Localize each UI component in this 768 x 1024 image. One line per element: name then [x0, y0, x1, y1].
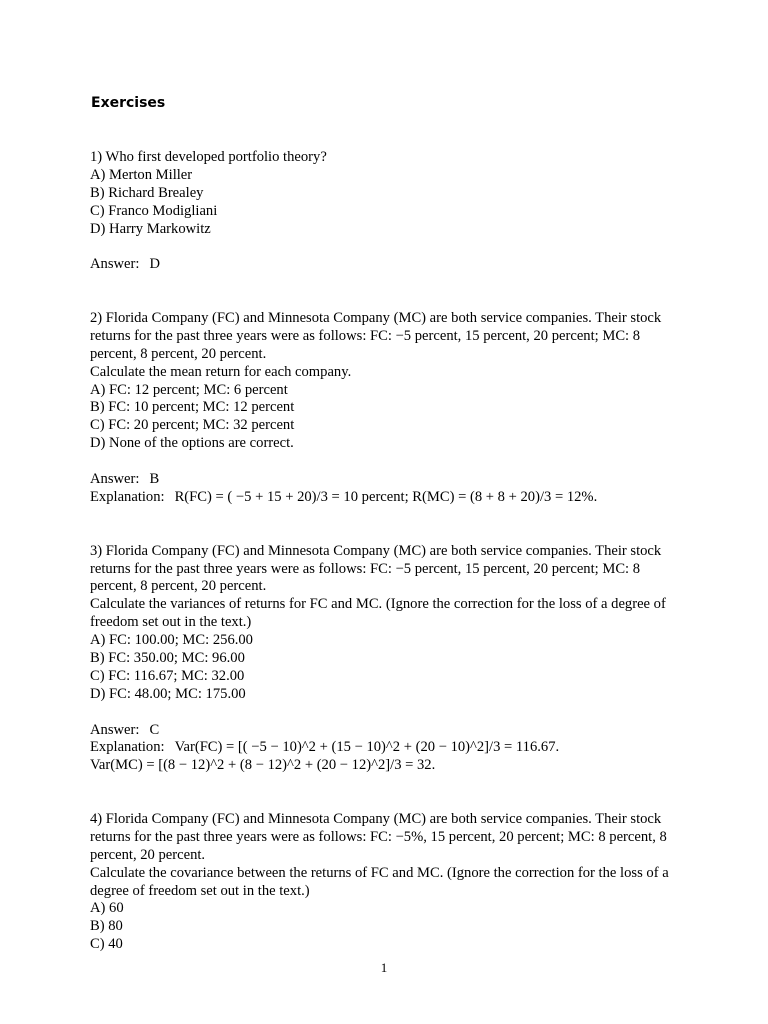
answer-line — [90, 471, 690, 489]
option-b: B) FC: 10 percent; MC: 12 percent — [90, 399, 295, 416]
question-prompt: Calculate the variances of returns for FC and MC. (Ignore the correction for the loss of a degree of — [90, 596, 666, 613]
question-text: returns for the past three years were as follows: FC: −5 percent, 15 percent, 20 percent; MC: 8 — [90, 560, 641, 577]
question-3 — [90, 543, 690, 776]
page-number: 1 — [380, 960, 388, 975]
question-prompt: degree of freedom set out in the text.) — [90, 882, 310, 899]
answer-label: Answer: — [90, 721, 140, 738]
question-prompt: freedom set out in the text.) — [90, 614, 252, 631]
option-c: C) FC: 116.67; MC: 32.00 — [90, 667, 245, 684]
option-c: C) FC: 20 percent; MC: 32 percent — [90, 417, 295, 434]
explanation-text: Var(FC) = [( −5 − 10)^2 + (15 − 10)^2 + (20 − 10)^2]/3 = 116.67. — [174, 739, 560, 756]
page-heading: Exercises — [91, 95, 166, 111]
answer-line — [90, 722, 690, 740]
question-prompt: Calculate the covariance between the returns of FC and MC. (Ignore the correction for the loss of a — [90, 864, 669, 881]
question-text: 3) Florida Company (FC) and Minnesota Company (MC) are both service companies. Their stock — [90, 542, 662, 559]
question-text: percent, 8 percent, 20 percent. — [90, 578, 267, 595]
option-a: A) Merton Miller — [90, 166, 193, 183]
answer-value: D — [149, 256, 160, 273]
question-prompt: Calculate the mean return for each company. — [90, 363, 352, 380]
option-a: A) FC: 100.00; MC: 256.00 — [90, 632, 253, 649]
question-text: 4) Florida Company (FC) and Minnesota Company (MC) are both service companies. Their stock — [90, 811, 662, 827]
option-b: B) FC: 350.00; MC: 96.00 — [90, 649, 245, 666]
question-text: percent, 8 percent, 20 percent. — [90, 345, 267, 362]
answer-value: B — [149, 471, 160, 488]
explanation-label: Explanation: — [90, 488, 165, 505]
question-text: 1) Who first developed portfolio theory? — [90, 149, 327, 165]
answer-label: Answer: — [90, 256, 140, 273]
question-text: returns for the past three years were as follows: FC: −5%, 15 percent, 20 percent; MC: 8 percent, 8 — [90, 828, 667, 845]
exercise-list — [90, 149, 690, 954]
option-a: A) 60 — [90, 900, 124, 917]
explanation-line — [90, 739, 690, 757]
explanation-line — [90, 489, 690, 507]
option-d: D) Harry Markowitz — [90, 220, 211, 237]
explanation-continuation: Var(MC) = [(8 − 12)^2 + (8 − 12)^2 + (20 − 12)^2]/3 = 32. — [90, 757, 436, 774]
question-2 — [90, 310, 690, 507]
option-a: A) FC: 12 percent; MC: 6 percent — [90, 381, 288, 398]
question-1 — [90, 149, 690, 274]
answer-label: Answer: — [90, 471, 140, 488]
explanation-text: R(FC) = ( −5 + 15 + 20)/3 = 10 percent; R(MC) = (8 + 8 + 20)/3 = 12%. — [174, 488, 598, 505]
question-4 — [90, 811, 690, 954]
answer-line — [90, 256, 690, 274]
option-b: B) Richard Brealey — [90, 184, 204, 201]
question-text: 2) Florida Company (FC) and Minnesota Company (MC) are both service companies. Their stock — [90, 310, 662, 327]
option-d: D) FC: 48.00; MC: 175.00 — [90, 685, 246, 702]
option-c: C) 40 — [90, 936, 123, 953]
explanation-label: Explanation: — [90, 739, 165, 756]
question-text: returns for the past three years were as follows: FC: −5 percent, 15 percent, 20 percent; MC: 8 — [90, 327, 641, 344]
option-c: C) Franco Modigliani — [90, 202, 218, 219]
question-text: percent, 20 percent. — [90, 846, 206, 863]
option-d: D) None of the options are correct. — [90, 435, 294, 452]
option-b: B) 80 — [90, 918, 123, 935]
answer-value: C — [149, 721, 160, 738]
